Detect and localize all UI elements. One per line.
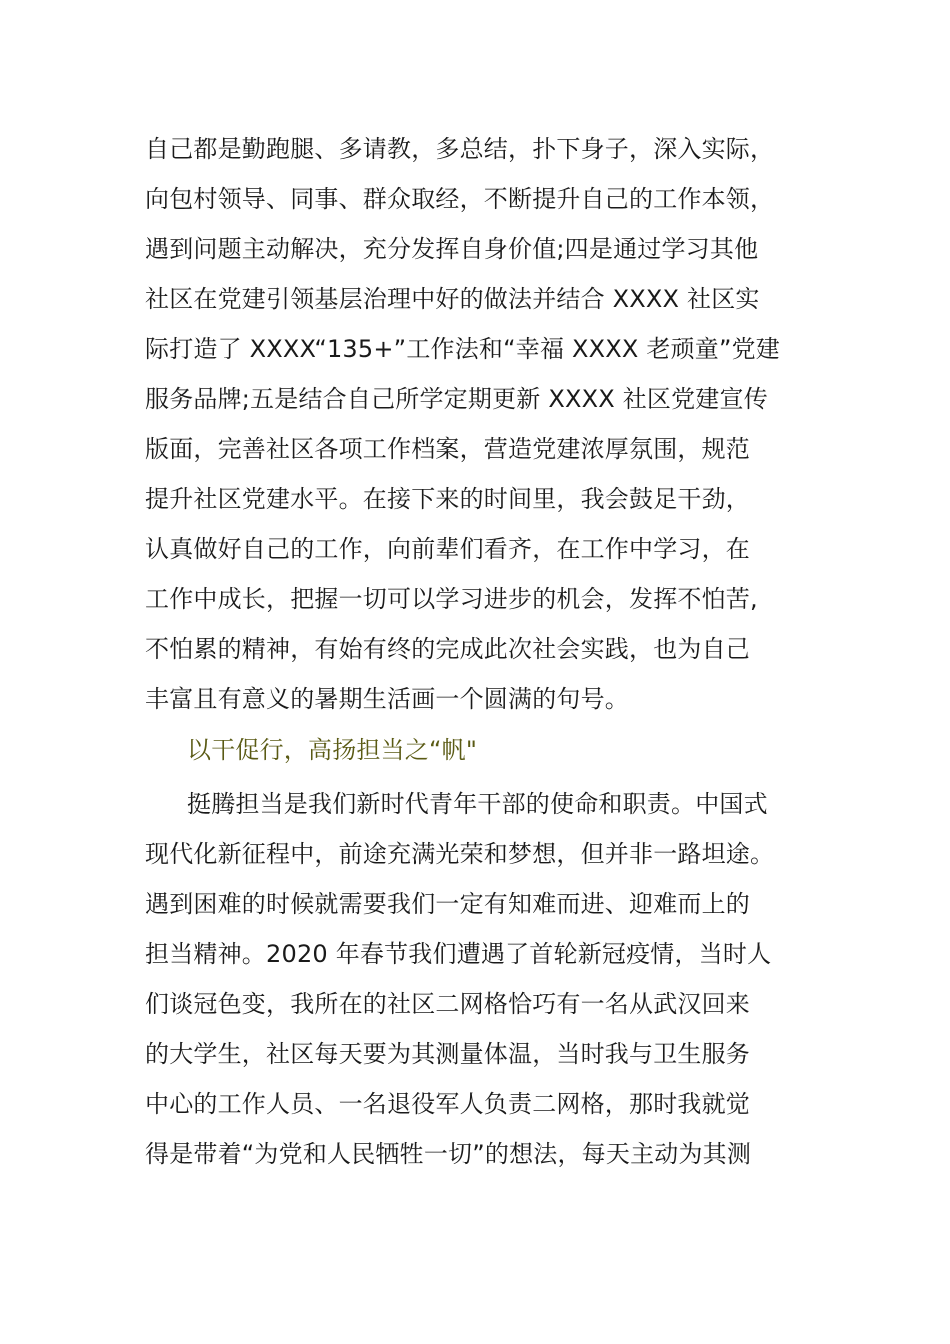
paragraph-line: 际打造了 XXXX“135+”工作法和“幸福 XXXX 老顽童”党建: [145, 335, 781, 363]
paragraph-line: 版面，完善社区各项工作档案，营造党建浓厚氛围，规范: [145, 435, 750, 463]
paragraph-line: 挺腾担当是我们新时代青年干部的使命和职责。中国式: [187, 790, 768, 818]
paragraph-line: 得是带着“为党和人民牺牲一切”的想法，每天主动为其测: [145, 1140, 752, 1168]
paragraph-line: 遇到困难的时候就需要我们一定有知难而进、迎难而上的: [145, 890, 750, 918]
paragraph-line: 自己都是勤跑腿、多请教，多总结，扑下身子，深入实际，: [145, 135, 775, 163]
paragraph-line: 不怕累的精神，有始有终的完成此次社会实践，也为自己: [145, 635, 750, 663]
paragraph-line: 的大学生，社区每天要为其测量体温，当时我与卫生服务: [145, 1040, 750, 1068]
paragraph-line: 中心的工作人员、一名退役军人负责二网格，那时我就觉: [145, 1090, 750, 1118]
paragraph-line: 提升社区党建水平。在接下来的时间里，我会鼓足干劲，: [145, 485, 750, 513]
paragraph-line: 担当精神。2020 年春节我们遭遇了首轮新冠疫情，当时人: [145, 940, 772, 968]
paragraph-line: 服务品牌;五是结合自己所学定期更新 XXXX 社区党建宣传: [145, 385, 768, 413]
paragraph-line: 工作中成长，把握一切可以学习进步的机会，发挥不怕苦,: [145, 585, 758, 613]
paragraph-line: 向包村领导、同事、群众取经，不断提升自己的工作本领，: [145, 185, 775, 213]
paragraph-line: 现代化新征程中，前途充满光荣和梦想，但并非一路坦途。: [145, 840, 775, 868]
paragraph-line: 认真做好自己的工作，向前辈们看齐，在工作中学习，在: [145, 535, 750, 563]
paragraph-line: 遇到问题主动解决，充分发挥自身价值;四是通过学习其他: [145, 235, 759, 263]
paragraph-line: 丰富且有意义的暑期生活画一个圆满的句号。: [145, 685, 629, 713]
paragraph-line: 社区在党建引领基层治理中好的做法并结合 XXXX 社区实: [145, 285, 760, 313]
paragraph-line: 们谈冠色变，我所在的社区二网格恰巧有一名从武汉回来: [145, 990, 750, 1018]
section-heading: 以干促行，高扬担当之“帆": [187, 736, 478, 764]
